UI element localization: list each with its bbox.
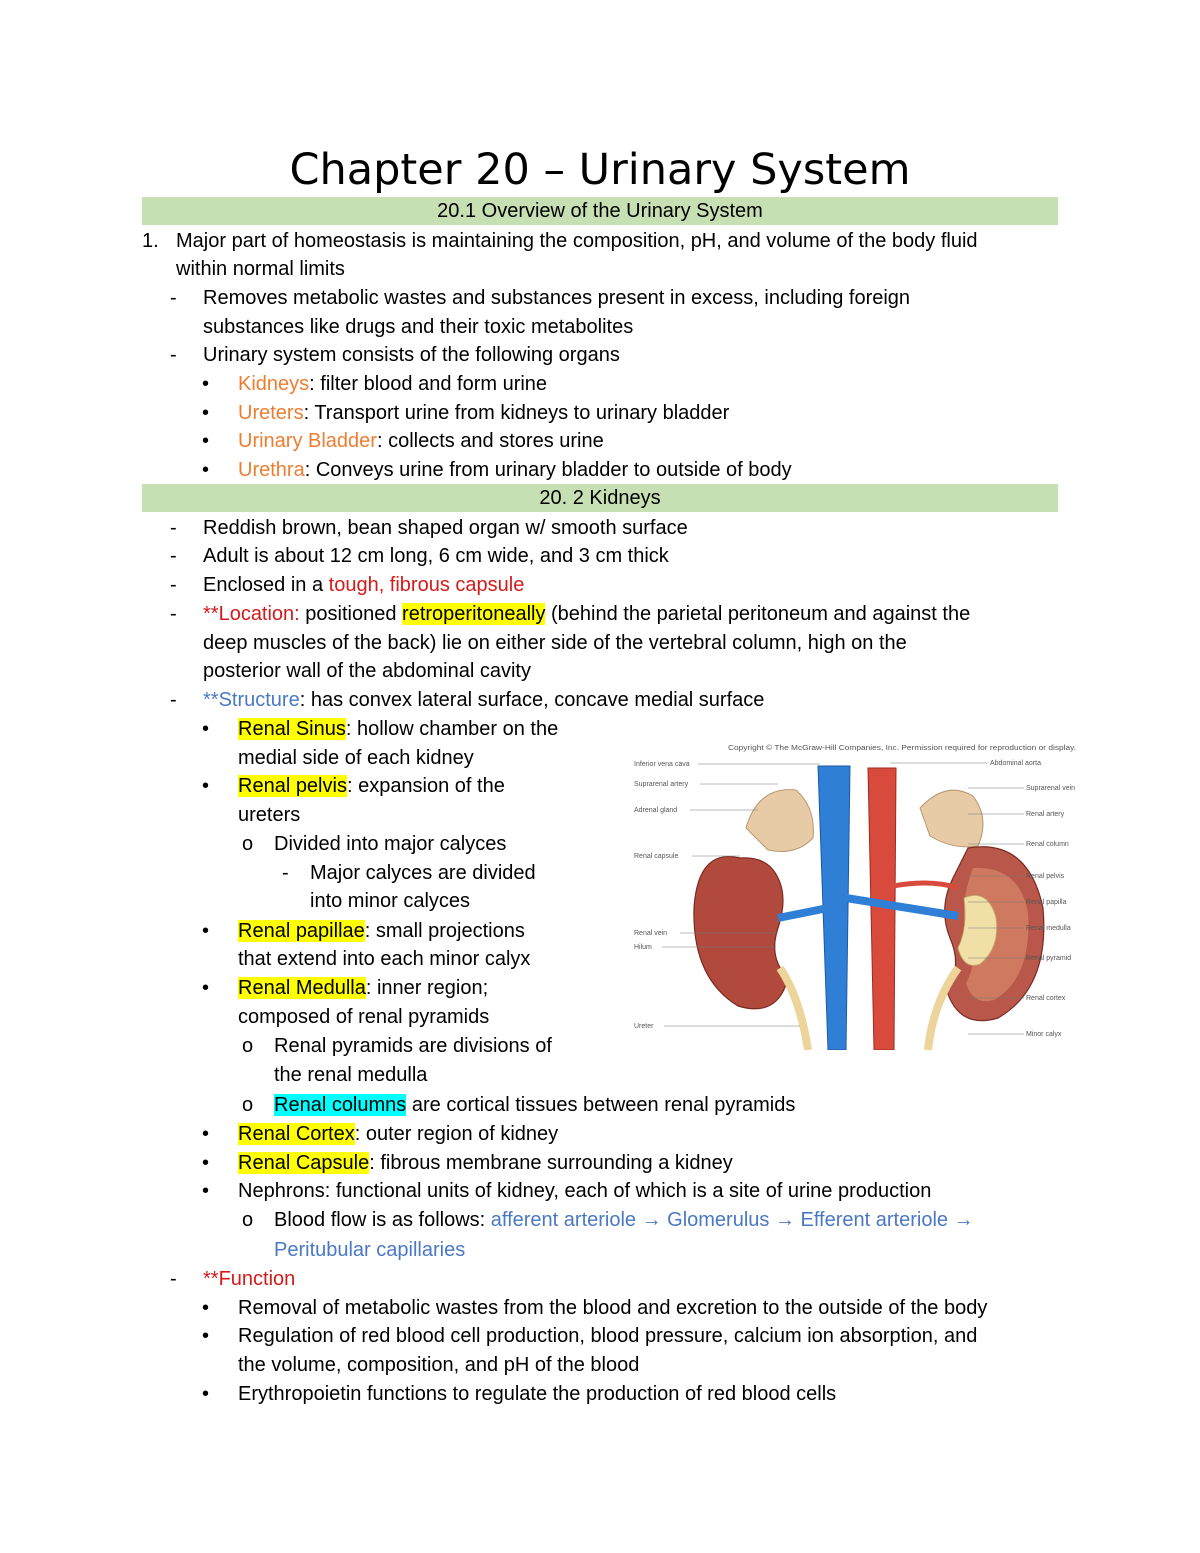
renal-pelvis-line-2: ureters bbox=[238, 804, 301, 826]
dash-marker: - bbox=[170, 1268, 177, 1290]
function-3: Erythropoietin functions to regulate the production of red blood cells bbox=[238, 1383, 837, 1405]
location-label: **Location: bbox=[203, 603, 300, 625]
section-heading-kidneys: 20. 2 Kidneys bbox=[142, 484, 1058, 512]
structure-label: **Structure bbox=[203, 689, 300, 711]
blood-flow-line-2: Peritubular capillaries bbox=[274, 1239, 466, 1261]
renal-sinus-line-2: medial side of each kidney bbox=[238, 747, 474, 769]
overview-removes-line-2: substances like drugs and their toxic metabolites bbox=[203, 316, 634, 338]
bullet-marker: • bbox=[202, 1152, 210, 1174]
figure-label: Inferior vena cava bbox=[634, 761, 690, 768]
location-line-1 bbox=[203, 600, 970, 629]
figure-label: Renal vein bbox=[634, 930, 668, 937]
dash-marker: - bbox=[170, 344, 177, 366]
retroperitoneally-highlight: retroperitoneally bbox=[402, 603, 546, 625]
dash-marker: - bbox=[170, 545, 177, 567]
pyramids-line-2: the renal medulla bbox=[274, 1064, 428, 1086]
overview-removes-line-1: Removes metabolic wastes and substances present in excess, including foreign bbox=[203, 287, 911, 309]
renal-papillae-line-2: that extend into each minor calyx bbox=[238, 948, 531, 970]
section-heading-overview: 20.1 Overview of the Urinary System bbox=[142, 197, 1058, 225]
bullet-marker: • bbox=[202, 1297, 210, 1319]
renal-cortex-line bbox=[238, 1120, 558, 1149]
blood-flow-path: afferent arteriole → Glomerulus → Efferent arteriole → bbox=[490, 1209, 974, 1231]
renal-medulla-line-2: composed of renal pyramids bbox=[238, 1006, 490, 1028]
figure-label: Renal pelvis bbox=[1026, 873, 1065, 880]
text-fragment: Blood flow is as follows: bbox=[274, 1209, 491, 1231]
organ-desc: : Transport urine from kidneys to urinary bladder bbox=[303, 402, 730, 424]
function-1: Removal of metabolic wastes from the blood and excretion to the outside of the body bbox=[238, 1297, 988, 1319]
bullet-marker: • bbox=[202, 1325, 210, 1347]
figure-label: Renal artery bbox=[1026, 811, 1065, 818]
figure-label: Suprarenal artery bbox=[634, 781, 689, 788]
function-2-line-1: Regulation of red blood cell production, blood pressure, calcium ion absorption, and bbox=[238, 1325, 978, 1347]
organ-kidneys bbox=[238, 370, 547, 399]
renal-columns-line bbox=[274, 1091, 795, 1120]
calyces-line-1: Major calyces are divided bbox=[310, 862, 536, 884]
bullet-marker: • bbox=[202, 977, 210, 999]
term-highlight-cyan: Renal columns bbox=[274, 1094, 407, 1116]
term-highlight: Renal Medulla bbox=[238, 977, 366, 999]
bullet-marker: • bbox=[202, 373, 210, 395]
renal-pelvis-line-1 bbox=[238, 772, 505, 801]
term-highlight: Renal Sinus bbox=[238, 718, 346, 740]
bullet-marker: • bbox=[202, 920, 210, 942]
bullet-marker: • bbox=[202, 718, 210, 740]
figure-label: Hilum bbox=[634, 944, 652, 951]
capsule-phrase: tough, fibrous capsule bbox=[328, 574, 525, 596]
right-renal-vein bbox=[846, 898, 958, 916]
bullet-marker: • bbox=[202, 1180, 210, 1202]
figure-label: Renal capsule bbox=[634, 853, 679, 860]
text-fragment: (behind the parietal peritoneum and against the bbox=[545, 603, 971, 625]
bullet-marker: • bbox=[202, 1383, 210, 1405]
renal-sinus-line-1 bbox=[238, 715, 558, 744]
list-number: 1. bbox=[142, 230, 159, 252]
circle-marker: o bbox=[242, 833, 254, 855]
circle-marker: o bbox=[242, 1035, 254, 1057]
text-fragment: : fibrous membrane surrounding a kidney bbox=[369, 1152, 733, 1174]
organ-term: Urethra bbox=[238, 459, 305, 481]
organ-urethra bbox=[238, 456, 792, 485]
term-highlight: Renal papillae bbox=[238, 920, 365, 942]
organ-term: Ureters bbox=[238, 402, 304, 424]
organ-ureters bbox=[238, 399, 729, 428]
location-line-2: deep muscles of the back) lie on either side of the vertebral column, high on the bbox=[203, 632, 907, 654]
figure-label: Renal medulla bbox=[1026, 925, 1071, 932]
right-ureter bbox=[928, 968, 958, 1050]
figure-label: Renal cortex bbox=[1026, 995, 1066, 1002]
figure-label: Suprarenal vein bbox=[1026, 785, 1076, 792]
circle-marker: o bbox=[242, 1094, 254, 1116]
renal-medulla-line-1 bbox=[238, 974, 488, 1003]
dash-marker: - bbox=[170, 603, 177, 625]
figure-copyright: Copyright © The McGraw-Hill Companies, Inc. Permission required for reproduction or display. bbox=[728, 745, 1021, 752]
term-highlight: Renal pelvis bbox=[238, 775, 347, 797]
organ-desc: : Conveys urine from urinary bladder to outside of body bbox=[304, 459, 792, 481]
dash-marker: - bbox=[170, 517, 177, 539]
text-fragment: : small projections bbox=[364, 920, 525, 942]
figure-label: Minor calyx bbox=[1026, 1031, 1062, 1038]
kidney-anatomy-figure bbox=[628, 738, 1078, 1050]
dash-marker: - bbox=[170, 689, 177, 711]
text-fragment: Enclosed in a bbox=[203, 574, 329, 596]
bullet-marker: • bbox=[202, 775, 210, 797]
function-label: **Function bbox=[203, 1268, 296, 1290]
figure-label: Abdominal aorta bbox=[990, 760, 1041, 767]
renal-capsule-line bbox=[238, 1149, 733, 1178]
page-title: Chapter 20 – Urinary System bbox=[289, 145, 911, 195]
text-fragment: : outer region of kidney bbox=[354, 1123, 559, 1145]
right-adrenal-gland bbox=[920, 790, 983, 847]
organ-bladder bbox=[238, 427, 604, 456]
left-adrenal-gland bbox=[746, 790, 813, 852]
overview-organs-intro: Urinary system consists of the following organs bbox=[203, 344, 620, 366]
left-renal-vein bbox=[778, 908, 828, 918]
organ-desc: : filter blood and form urine bbox=[309, 373, 548, 395]
text-fragment: : hollow chamber on the bbox=[345, 718, 559, 740]
dash-marker: - bbox=[170, 287, 177, 309]
text-fragment: : expansion of the bbox=[346, 775, 505, 797]
overview-main-line-2: within normal limits bbox=[176, 258, 345, 280]
kidney-desc-1: Reddish brown, bean shaped organ w/ smooth surface bbox=[203, 517, 688, 539]
bullet-marker: • bbox=[202, 430, 210, 452]
text-fragment: are cortical tissues between renal pyramids bbox=[406, 1094, 796, 1116]
structure-line bbox=[203, 686, 764, 715]
text-fragment: : has convex lateral surface, concave medial surface bbox=[299, 689, 765, 711]
dash-marker: - bbox=[170, 574, 177, 596]
figure-label: Renal papilla bbox=[1026, 899, 1067, 906]
organ-desc: : collects and stores urine bbox=[376, 430, 604, 452]
kidney-desc-3 bbox=[203, 571, 524, 600]
text-fragment: : inner region; bbox=[365, 977, 489, 999]
bullet-marker: • bbox=[202, 1123, 210, 1145]
kidney-desc-2: Adult is about 12 cm long, 6 cm wide, and 3 cm thick bbox=[203, 545, 669, 567]
location-line-3: posterior wall of the abdominal cavity bbox=[203, 660, 531, 682]
right-renal-artery bbox=[883, 883, 958, 888]
organ-term: Kidneys bbox=[238, 373, 310, 395]
nephrons-line: Nephrons: functional units of kidney, each of which is a site of urine production bbox=[238, 1180, 932, 1202]
left-kidney bbox=[694, 857, 788, 1009]
function-2-line-2: the volume, composition, and pH of the blood bbox=[238, 1354, 640, 1376]
overview-main-line-1: Major part of homeostasis is maintaining the composition, pH, and volume of the body fluid bbox=[176, 230, 978, 252]
bullet-marker: • bbox=[202, 402, 210, 424]
figure-label: Renal pyramid bbox=[1026, 955, 1072, 962]
left-ureter bbox=[780, 968, 808, 1050]
circle-marker: o bbox=[242, 1209, 254, 1231]
term-highlight: Renal Cortex bbox=[238, 1123, 355, 1145]
organ-term: Urinary Bladder bbox=[238, 430, 377, 452]
figure-label: Renal column bbox=[1026, 841, 1069, 848]
blood-flow-line-1 bbox=[274, 1206, 974, 1235]
text-fragment: positioned bbox=[299, 603, 403, 625]
pelvis-sub-line: Divided into major calyces bbox=[274, 833, 507, 855]
figure-label: Adrenal gland bbox=[634, 807, 678, 814]
pyramids-line-1: Renal pyramids are divisions of bbox=[274, 1035, 552, 1057]
dash-marker: - bbox=[282, 862, 289, 884]
bullet-marker: • bbox=[202, 459, 210, 481]
term-highlight: Renal Capsule bbox=[238, 1152, 370, 1174]
figure-label: Ureter bbox=[634, 1023, 654, 1030]
calyces-line-2: into minor calyces bbox=[310, 890, 471, 912]
renal-papillae-line-1 bbox=[238, 917, 525, 946]
